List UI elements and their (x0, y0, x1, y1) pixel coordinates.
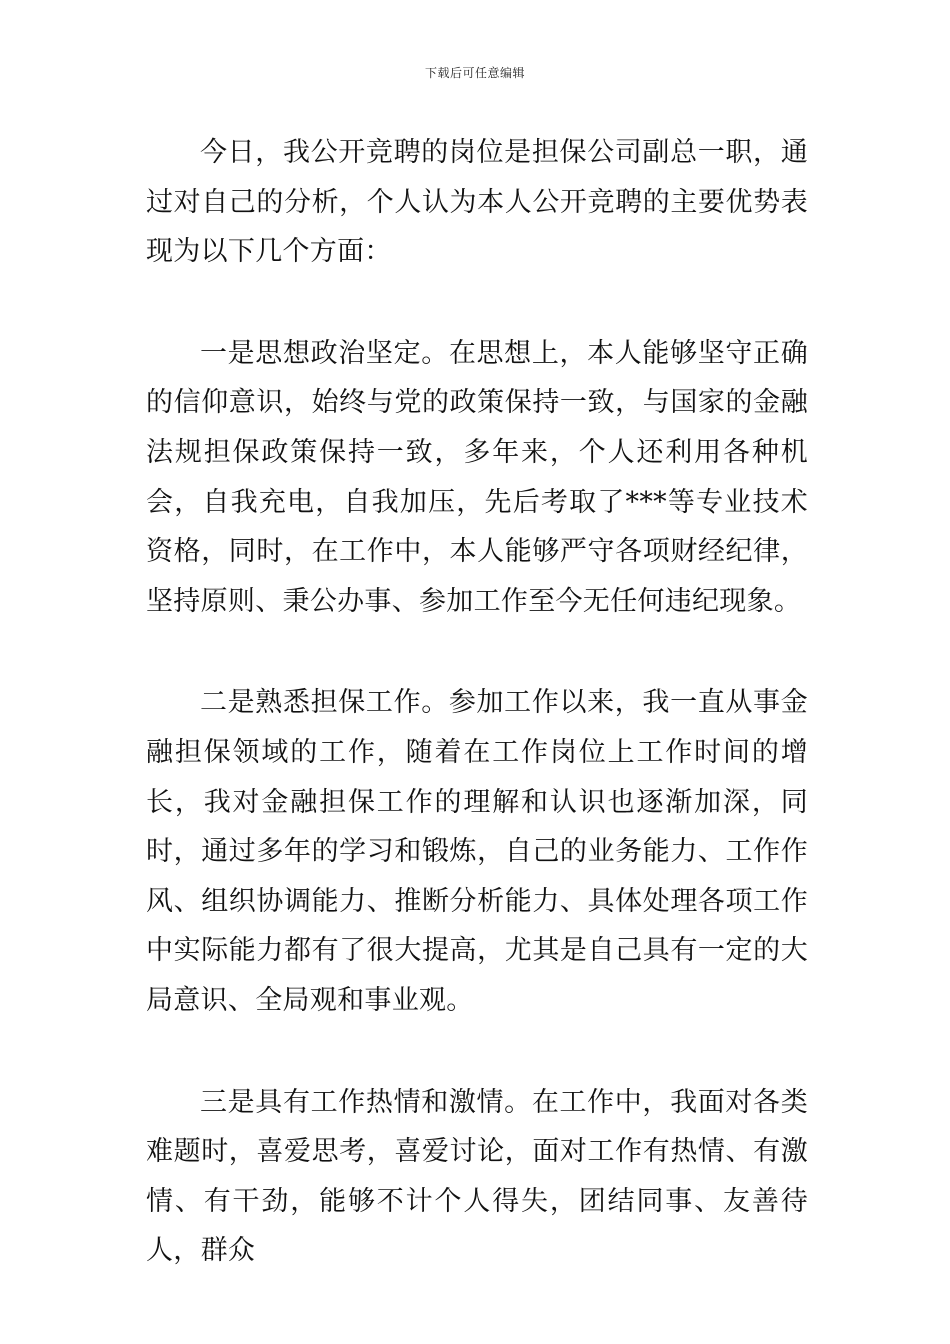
page-header: 下载后可任意编辑 (424, 66, 525, 80)
paragraph-point-two: 二是熟悉担保工作。参加工作以来，我一直从事金融担保领域的工作，随着在工作岗位上工作时间的增长，我对金融担保工作的理解和认识也逐渐加深，同时，通过多年的学习和锻炼，自己的业务能力、工作作风、组织协调能力、推断分析能力、具体处理各项工作中实际能力都有了很大提高，尤其是自己具有一定的大局意识、全局观和事业观。 (146, 687, 808, 1016)
paragraph-point-one: 一是思想政治坚定。在思想上，本人能够坚守正确的信仰意识，始终与党的政策保持一致，与国家的金融法规担保政策保持一致，多年来，个人还利用各种机会，自我充电，自我加压，先后考取了***等专业技术资格，同时，在工作中，本人能够严守各项财经纪律，坚持原则、秉公办事、参加工作至今无任何违纪现象。 (146, 337, 808, 617)
paragraph-intro: 今日，我公开竞聘的岗位是担保公司副总一职，通过对自己的分析，个人认为本人公开竞聘的主要优势表现为以下几个方面： (146, 137, 808, 268)
paragraph-point-three: 三是具有工作热情和激情。在工作中，我面对各类难题时，喜爱思考，喜爱讨论，面对工作有热情、有激情、有干劲，能够不计个人得失，团结同事、友善待人，群众 (146, 1086, 808, 1267)
document-body (146, 128, 808, 1328)
